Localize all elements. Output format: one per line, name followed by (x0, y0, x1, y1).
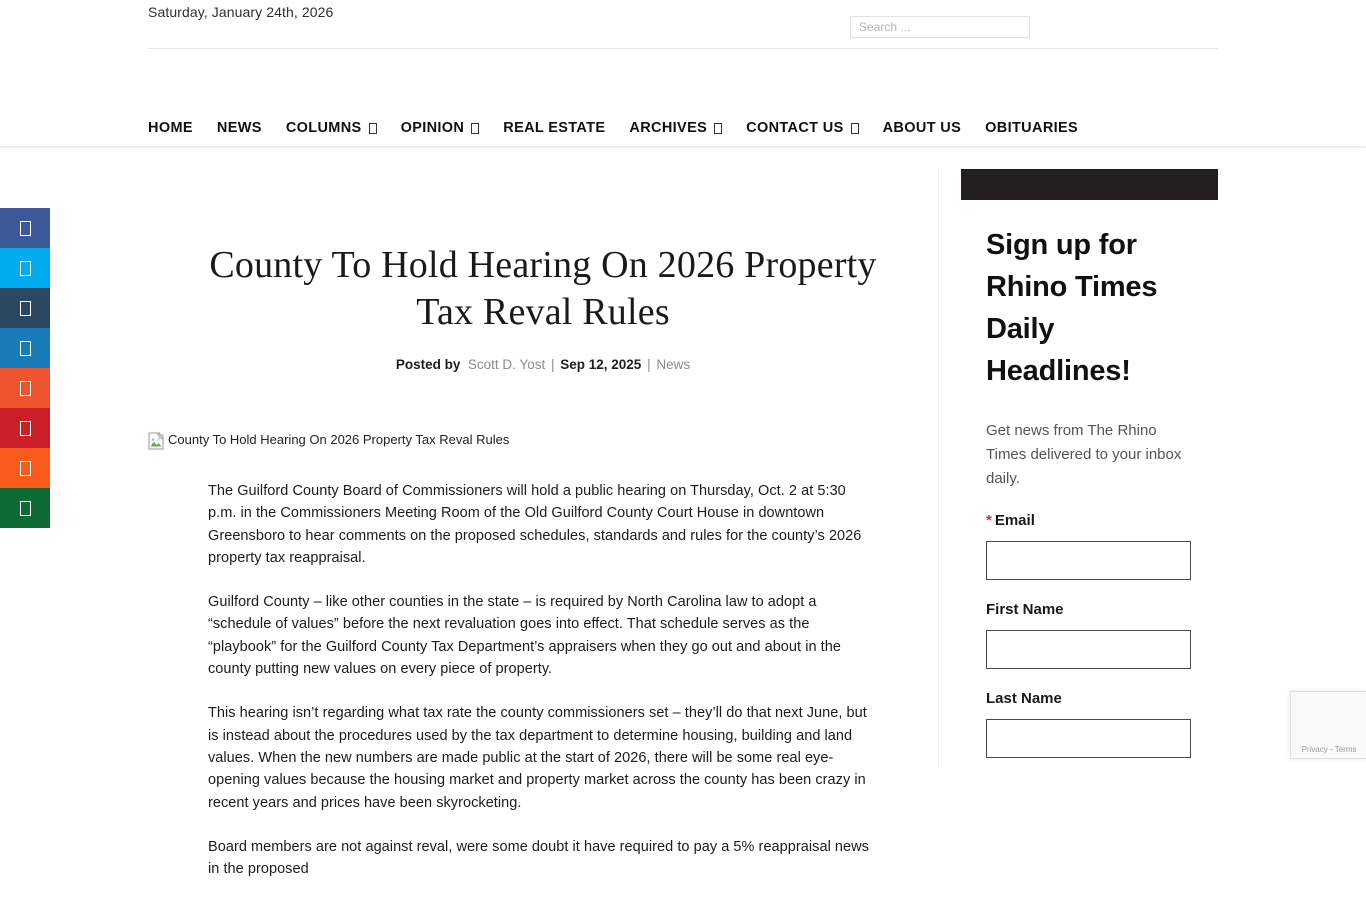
article-paragraph: Board members are not against reval, were some doubt it have required to pay a 5% reappraisal news in the proposed (208, 838, 869, 878)
nav-item-news[interactable] (217, 120, 262, 136)
post-category-link[interactable]: News (656, 357, 691, 372)
recaptcha-separator: - (1329, 745, 1333, 754)
share-tumblr[interactable] (0, 328, 50, 368)
chevron-down-icon (714, 123, 722, 134)
nav-item-home[interactable] (148, 120, 193, 136)
last-name-field[interactable] (986, 719, 1191, 758)
nav-item-label: HOME (148, 120, 193, 136)
posted-by-label: Posted by (395, 357, 461, 372)
post-author-link[interactable]: Scott D. Yost (467, 357, 546, 372)
nav-item-archives[interactable] (629, 120, 722, 136)
social-share-rail[interactable] (0, 208, 50, 528)
nav-item-label: ARCHIVES (629, 120, 708, 136)
current-date-label: Saturday, January 24th, 2026 (148, 4, 334, 20)
nav-item-label: OBITUARIES (985, 120, 1079, 136)
nav-item-columns[interactable] (286, 120, 377, 136)
chevron-down-icon (471, 123, 479, 134)
pinterest-icon (20, 421, 31, 436)
sidebar-black-bar (961, 169, 1218, 200)
search-box[interactable] (850, 16, 1030, 38)
nav-item-label: REAL ESTATE (503, 120, 606, 136)
nav-item-label: COLUMNS (285, 120, 362, 136)
article-column (148, 169, 938, 902)
content-area (0, 147, 1366, 878)
recaptcha-privacy-link[interactable]: Privacy (1301, 745, 1328, 754)
share-twitter[interactable] (0, 248, 50, 288)
column-divider (938, 169, 939, 768)
sidebar (961, 169, 1218, 758)
meta-separator-2: | (647, 357, 651, 372)
recaptcha-terms-link[interactable]: Terms (1334, 745, 1357, 754)
recaptcha-links[interactable] (1291, 745, 1366, 755)
linkedin-icon (20, 301, 31, 316)
signup-heading: Sign up for Rhino Times Daily Headlines! (986, 229, 1158, 387)
nav-item-label: ABOUT US (882, 120, 962, 136)
article-paragraph: The Guilford County Board of Commissioners will hold a public hearing on Thursday, Oct. 2 at 5:30 p.m. in the Commissioners Meeting Room of the Old Guilford County Court House in downtown Greensboro to hear comments on the proposed schedules, standards and rules for the county’s 2026 property tax reappraisal. (208, 483, 862, 566)
required-asterisk: * (986, 512, 992, 529)
article-paragraph: Guilford County – like other counties in the state – is required by North Carolina law to adopt a “schedule of values” before the next revaluation goes into effect. That schedule serves as the “playbook” for the Guilford County Tax Department’s appraisers when they go out and about in the county putting new values on every piece of property. (208, 594, 841, 678)
email-field-label (986, 512, 1218, 530)
whatsapp-icon (20, 501, 31, 516)
signup-form[interactable] (961, 512, 1218, 758)
field-label-text: Email (994, 512, 1035, 529)
search-input[interactable] (850, 16, 1030, 38)
featured-image-alt-text: County To Hold Hearing On 2026 Property Tax Reval Rules (168, 432, 510, 447)
chevron-down-icon (851, 123, 859, 134)
last-name-field-label (986, 690, 1218, 708)
header-top-bar (148, 0, 1218, 49)
field-label-text: Last Name (986, 690, 1062, 707)
share-whatsapp[interactable] (0, 488, 50, 528)
field-label-text: First Name (986, 601, 1064, 618)
first-name-field[interactable] (986, 630, 1191, 669)
nav-item-contact-us[interactable] (746, 120, 858, 136)
broken-image-icon (148, 432, 166, 450)
share-facebook[interactable] (0, 208, 50, 248)
post-date: Sep 12, 2025 (560, 357, 642, 372)
reddit-icon (20, 381, 31, 396)
main-navigation[interactable] (148, 113, 1078, 143)
nav-item-about-us[interactable] (883, 120, 962, 136)
nav-item-label: OPINION (400, 120, 465, 136)
share-email[interactable] (0, 448, 50, 488)
first-name-field-label (986, 601, 1218, 619)
page-title: County To Hold Hearing On 2026 Property Tax Reval Rules (209, 244, 877, 333)
site-header (0, 0, 1366, 146)
post-meta (148, 356, 938, 374)
nav-item-label: CONTACT US (746, 120, 844, 136)
article-paragraph: This hearing isn’t regarding what tax rate the county commissioners set – they’ll do that next June, but is instead about the procedures used by the tax department to determine housing, building and land values. When the new numbers are made public at the start of 2026, there will be some real eye-opening values because the housing market and property market across the county has been crazy in recent years and prices have been skyrocketing. (208, 705, 867, 811)
email-field[interactable] (986, 541, 1191, 580)
chevron-down-icon (369, 123, 377, 134)
nav-item-real-estate[interactable] (503, 120, 605, 136)
twitter-icon (20, 261, 31, 276)
tumblr-icon (20, 341, 31, 356)
nav-item-obituaries[interactable] (985, 120, 1078, 136)
nav-item-label: NEWS (216, 120, 262, 136)
facebook-icon (20, 221, 31, 236)
signup-description: Get news from The Rhino Times delivered to your inbox daily. (986, 422, 1182, 487)
featured-image-broken[interactable] (148, 431, 938, 449)
share-linkedin[interactable] (0, 288, 50, 328)
share-pinterest[interactable] (0, 408, 50, 448)
email-icon (20, 461, 31, 476)
recaptcha-badge[interactable] (1290, 691, 1366, 759)
meta-separator-1: | (550, 357, 555, 372)
nav-item-opinion[interactable] (401, 120, 480, 136)
article-body (148, 480, 938, 880)
share-reddit[interactable] (0, 368, 50, 408)
